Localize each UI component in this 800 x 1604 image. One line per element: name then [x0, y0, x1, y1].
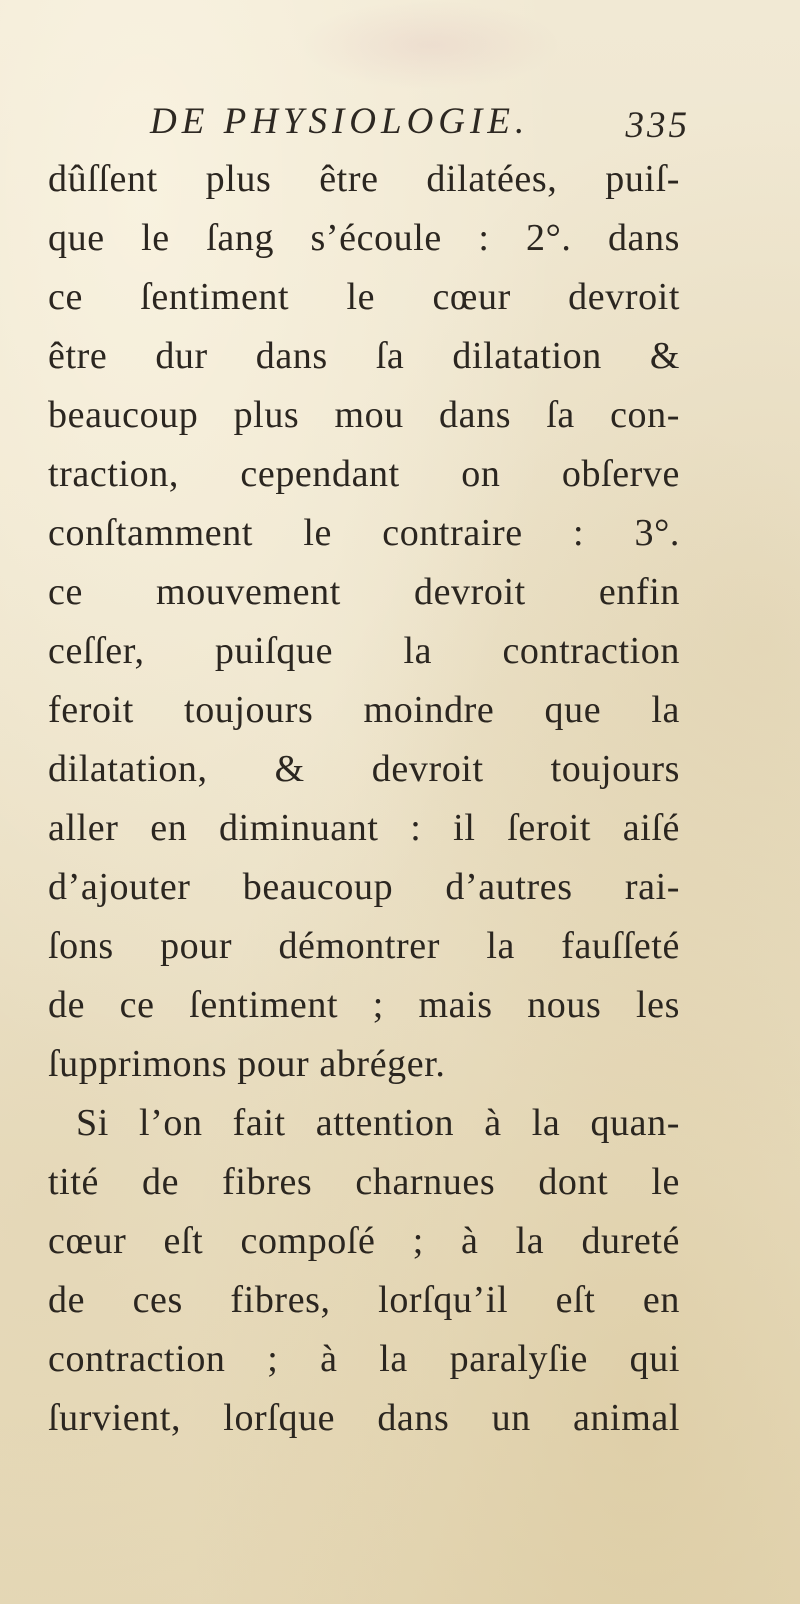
page-number: 335: [625, 105, 690, 146]
text-line: ce ſentiment le cœur devroit: [48, 276, 680, 318]
text-line: feroit toujours moindre que la: [48, 689, 680, 731]
text-line: dilatation, & devroit toujours: [48, 748, 680, 790]
text-line: traction, cependant on obſerve: [48, 453, 680, 495]
paragraph-start-line: Si l’on fait attention à la quan-: [76, 1102, 680, 1144]
text-line: contraction ; à la paralyſie qui: [48, 1338, 680, 1380]
text-line: tité de fibres charnues dont le: [48, 1161, 680, 1203]
text-line: dûſſent plus être dilatées, puiſ-: [48, 158, 680, 200]
running-head: [150, 100, 690, 150]
text-line: ſurvient, lorſque dans un animal: [48, 1397, 680, 1439]
text-line: aller en diminuant : il ſeroit aiſé: [48, 807, 680, 849]
paper-stain: [300, 0, 560, 90]
text-line: ce mouvement devroit enfin: [48, 571, 680, 613]
text-line: conſtamment le contraire : 3°.: [48, 512, 680, 554]
text-line: être dur dans ſa dilatation &: [48, 335, 680, 377]
text-line: de ces fibres, lorſqu’il eſt en: [48, 1279, 680, 1321]
text-line: de ce ſentiment ; mais nous les: [48, 984, 680, 1026]
text-line: beaucoup plus mou dans ſa con-: [48, 394, 680, 436]
text-line: d’ajouter beaucoup d’autres rai-: [48, 866, 680, 908]
body-text: [48, 150, 680, 1448]
text-line: ceſſer, puiſque la contraction: [48, 630, 680, 672]
text-line: que le ſang s’écoule : 2°. dans: [48, 217, 680, 259]
text-line: ſons pour démontrer la fauſſeté: [48, 925, 680, 967]
paragraph-end-line: ſupprimons pour abréger.: [48, 1043, 446, 1085]
text-line: cœur eſt compoſé ; à la dureté: [48, 1220, 680, 1262]
running-head-title: DE PHYSIOLOGIE.: [150, 101, 530, 142]
